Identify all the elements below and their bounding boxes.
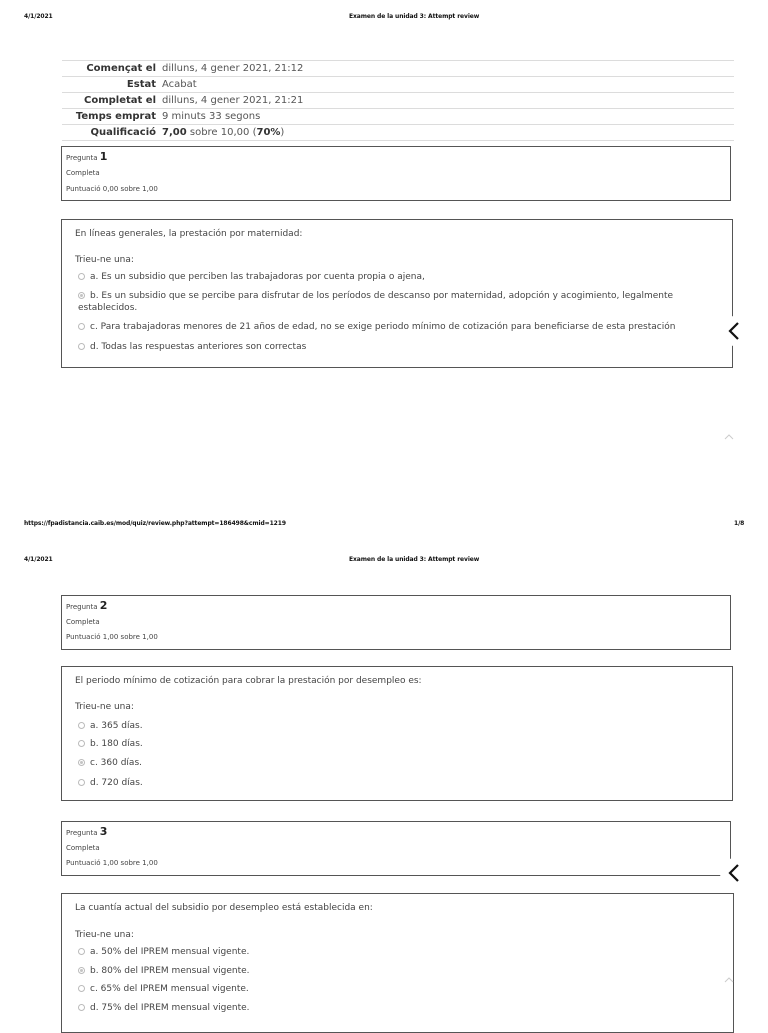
question-state: Completa [66, 844, 100, 852]
question-state: Completa [66, 169, 100, 177]
question-1-info [61, 146, 731, 201]
print-title: Examen de la unidad 3: Attempt review [349, 13, 480, 20]
question-number [66, 150, 107, 163]
answer-prompt: Trieu-ne una: [75, 255, 134, 265]
grade-points: 7,00 [162, 127, 187, 138]
radio-button-selected[interactable] [78, 759, 85, 766]
question-number [66, 825, 107, 838]
question-number [66, 599, 107, 612]
chevron-up-icon[interactable] [724, 434, 734, 440]
grade-close: ) [280, 127, 285, 138]
summary-grade-value [162, 125, 734, 141]
answer-option-b[interactable] [78, 290, 702, 314]
question-2-info [61, 595, 731, 650]
summary-row-grade [62, 125, 734, 141]
summary-label: Temps emprat [62, 109, 162, 125]
summary-label: Estat [62, 77, 162, 93]
print-date: 4/1/2021 [24, 556, 53, 563]
option-label: a. 50% del IPREM mensual vigente. [90, 947, 250, 957]
summary-label: Completat el [62, 93, 162, 109]
option-label: d. 720 días. [90, 778, 143, 788]
summary-value: 9 minuts 33 segons [162, 109, 734, 125]
answer-prompt: Trieu-ne una: [75, 930, 134, 940]
option-label: a. Es un subsidio que perciben las trabajadoras por cuenta propia o ajena, [90, 272, 425, 282]
chevron-up-icon[interactable] [724, 977, 734, 983]
print-date: 4/1/2021 [24, 13, 53, 20]
print-title: Examen de la unidad 3: Attempt review [349, 556, 480, 563]
answer-option-c[interactable] [78, 757, 702, 769]
question-score: Puntuació 1,00 sobre 1,00 [66, 633, 158, 641]
radio-button[interactable] [78, 722, 85, 729]
question-3-info [61, 821, 731, 876]
answer-option-c[interactable] [78, 983, 703, 995]
summary-row-completed [62, 93, 734, 109]
radio-button[interactable] [78, 779, 85, 786]
answer-prompt: Trieu-ne una: [75, 702, 134, 712]
question-score: Puntuació 1,00 sobre 1,00 [66, 859, 158, 867]
option-label: c. 360 días. [90, 758, 142, 768]
question-text: La cuantía actual del subsidio por desempleo está establecida en: [75, 903, 373, 913]
summary-label: Qualificació [62, 125, 162, 141]
radio-button-selected[interactable] [78, 967, 85, 974]
grade-out-of: sobre 10,00 ( [186, 127, 257, 138]
summary-row-state [62, 77, 734, 93]
radio-button[interactable] [78, 273, 85, 280]
option-label: d. 75% del IPREM mensual vigente. [90, 1003, 250, 1013]
answer-option-b[interactable] [78, 738, 702, 750]
grade-percent: 70% [256, 127, 281, 138]
question-number-value: 1 [99, 150, 108, 163]
summary-label: Començat el [62, 61, 162, 77]
answer-option-a[interactable] [78, 720, 702, 732]
radio-button-selected[interactable] [78, 292, 85, 299]
answer-option-c[interactable] [78, 321, 702, 333]
summary-row-started [62, 61, 734, 77]
option-label: d. Todas las respuestas anteriores son correctas [90, 342, 307, 352]
question-prefix: Pregunta [66, 154, 98, 162]
radio-button[interactable] [78, 343, 85, 350]
radio-button[interactable] [78, 985, 85, 992]
question-number-value: 3 [99, 825, 108, 838]
question-text: En líneas generales, la prestación por maternidad: [75, 229, 303, 239]
question-1-content [61, 219, 733, 368]
option-label: b. Es un subsidio que se percibe para disfrutar de los períodos de descanso por maternidad, adopción y acogimiento, legalmente establecidos. [78, 291, 674, 313]
answer-option-b[interactable] [78, 965, 703, 977]
summary-value: dilluns, 4 gener 2021, 21:12 [162, 61, 734, 77]
summary-value: dilluns, 4 gener 2021, 21:21 [162, 93, 734, 109]
footer-page-number: 1/8 [734, 520, 745, 527]
answer-option-a[interactable] [78, 946, 703, 958]
attempt-summary-table [62, 60, 734, 141]
option-label: c. Para trabajadoras menores de 21 años de edad, no se exige periodo mínimo de cotización para beneficiarse de esta prestación [90, 322, 676, 332]
answer-option-d[interactable] [78, 1002, 703, 1014]
summary-row-time-taken [62, 109, 734, 125]
answer-option-a[interactable] [78, 271, 702, 283]
question-2-content [61, 666, 733, 801]
question-number-value: 2 [99, 599, 108, 612]
question-text: El periodo mínimo de cotización para cobrar la prestación por desempleo es: [75, 676, 422, 686]
question-prefix: Pregunta [66, 603, 98, 611]
radio-button[interactable] [78, 948, 85, 955]
question-3-content [61, 893, 734, 1033]
summary-value: Acabat [162, 77, 734, 93]
question-score: Puntuació 0,00 sobre 1,00 [66, 185, 158, 193]
question-state: Completa [66, 618, 100, 626]
radio-button[interactable] [78, 1004, 85, 1011]
footer-url: https://fpadistancia.caib.es/mod/quiz/review.php?attempt=186498&cmid=1219 [24, 520, 286, 527]
chevron-left-icon[interactable] [720, 858, 750, 888]
option-label: a. 365 días. [90, 721, 143, 731]
radio-button[interactable] [78, 740, 85, 747]
chevron-left-icon[interactable] [720, 316, 750, 346]
option-label: c. 65% del IPREM mensual vigente. [90, 984, 249, 994]
answer-option-d[interactable] [78, 777, 702, 789]
option-label: b. 80% del IPREM mensual vigente. [90, 966, 250, 976]
radio-button[interactable] [78, 323, 85, 330]
question-prefix: Pregunta [66, 829, 98, 837]
option-label: b. 180 días. [90, 739, 143, 749]
answer-option-d[interactable] [78, 341, 702, 353]
